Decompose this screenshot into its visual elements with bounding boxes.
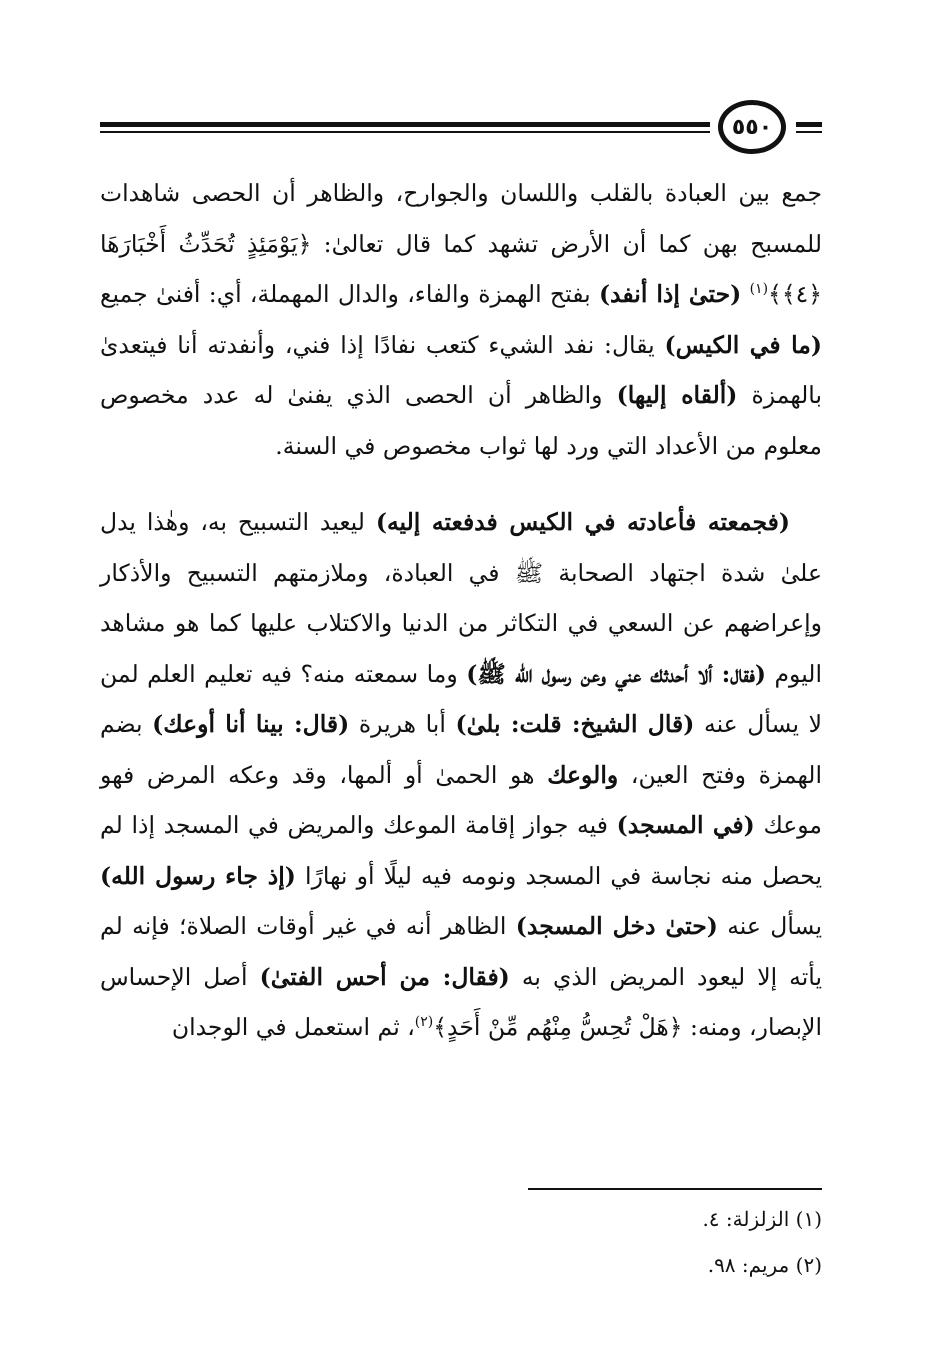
commentary-text [741,280,749,308]
commentary-text: يسأل عنه [717,912,822,940]
body-text [100,168,822,1053]
commentary-text: والظاهر أن الحصى الذي يفنىٰ له عدد مخصوص معلوم من الأعداد التي ورد لها ثواب مخصوص في السنة. [100,381,822,460]
footnote-2: (٢) مريم: ٩٨. [707,1253,822,1277]
commentary-text: بضم الهمزة وفتح العين، [100,710,823,789]
commentary-text: ، ثم استعمل في الوجدان [171,1013,415,1041]
commentary-text: وما سمعته منه؟ فيه تعليم العلم لمن لا يسأل عنه [100,659,823,738]
header-rule-right-thin [796,131,822,133]
quoted-hadith-text: (فقال: من أحس الفتىٰ) [259,962,510,991]
commentary-text: أصل الإحساس الإبصار، ومنه: ﴿هَلْ تُحِسُّ مِنْهُم مِّنْ أَحَدٍ﴾ [100,962,822,1041]
header-rule-thick [100,122,710,127]
commentary-text: الظاهر أنه في غير أوقات الصلاة؛ فإنه لم يأته إلا ليعود المريض الذي به [100,912,822,991]
footnotes [100,1196,822,1288]
footnote-reference: (١) [749,281,769,298]
quoted-hadith-text: (حتىٰ دخل المسجد) [515,912,718,940]
quoted-hadith-text: (ألقاه إليها) [616,381,738,409]
quoted-hadith-text: (ما في الكيس) [664,330,823,359]
quoted-hadith-text: (حتىٰ إذا أنفد) [598,280,742,308]
commentary-text: جمع بين العبادة بالقلب واللسان والجوارح، والظاهر أن الحصى شاهدات للمسبح بهن كما أن الأرض تشهد كما قال تعالىٰ: ﴿يَوْمَئِذٍ تُحَدِّثُ أَخْبَارَهَا ﴿٤﴾﴾ [100,179,822,308]
quoted-hadith-text: (إذ جاء رسول الله) [100,861,296,890]
commentary-text: أبا هريرة [349,710,456,738]
quoted-hadith-text: والوعك [547,760,619,789]
quoted-hadith-text: (فجمعته فأعادته في الكيس فدفعته إليه) [375,508,790,536]
page-header [100,100,822,160]
page-number-badge [718,100,786,154]
footnote-1: (١) الزلزلة: ٤. [702,1207,822,1231]
paragraph-2 [100,497,822,1053]
commentary-text: يقال: نفد الشيء كتعب نفادًا إذا فني، وأنفدته أنا فيتعدىٰ بالهمزة [100,330,823,409]
quoted-hadith-text: (في المسجد) [616,811,755,839]
commentary-text: ليعيد التسبيح به، وهٰذا يدل علىٰ شدة اجتهاد الصحابة ﷺ في العبادة، وملازمتهم التسبيح والأذكار وإعراضهم عن السعي في التكاثر من الدنيا والاكتلاب عليها كما هو مشاهد اليوم [100,508,822,688]
quoted-hadith-text: (فقال: ألا أحدثك عني وعن رسول الله ﷺ) [466,659,766,688]
page-number: ٥٥٠ [731,114,773,140]
commentary-text: بفتح الهمزة والفاء، والدال المهملة، أي: أفنىٰ جميع [100,280,599,308]
commentary-text: فيه جواز إقامة الموعك والمريض في المسجد إذا لم يحصل منه نجاسة في المسجد ونومه فيه ليلًا أو نهارًا [100,811,822,890]
commentary-text: هو الحمىٰ أو ألمها، وقد وعكه المرض فهو موعك [100,760,823,839]
paragraph-1 [100,168,822,471]
quoted-hadith-text: (قال: بينا أنا أوعك) [152,710,350,738]
header-rule-right-thick [796,122,822,127]
footnote-separator [528,1188,822,1190]
header-rule-thin [100,131,710,133]
quoted-hadith-text: (قال الشيخ: قلت: بلىٰ) [455,710,695,738]
footnote-reference: (٢) [414,1014,434,1031]
